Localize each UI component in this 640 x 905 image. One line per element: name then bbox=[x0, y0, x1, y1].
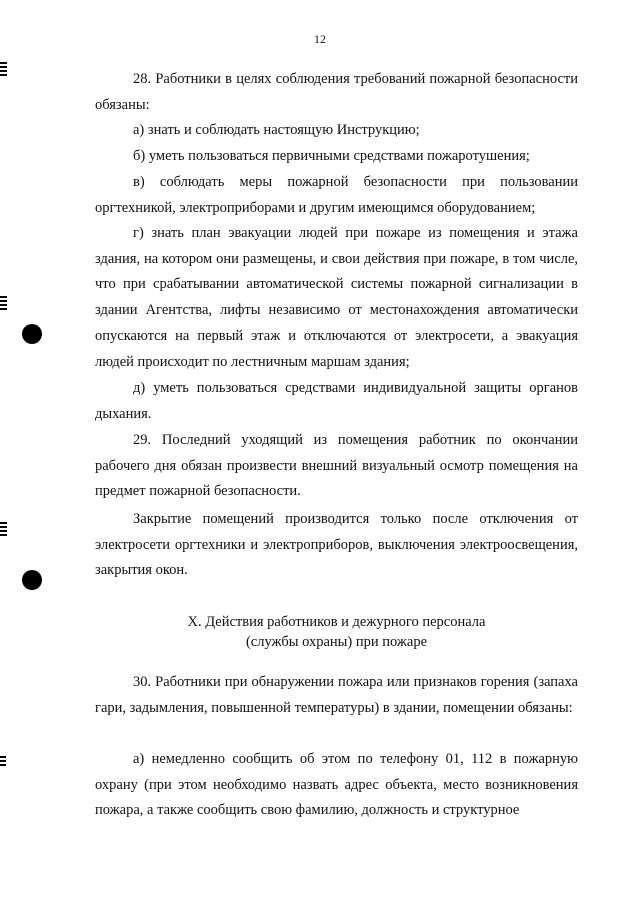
page-number: 12 bbox=[314, 32, 326, 46]
section-heading-line1: X. Действия работников и дежурного персонала bbox=[187, 614, 486, 630]
paragraph-28c: в) соблюдать меры пожарной безопасности при пользовании оргтехникой, электроприборами и другим имеющимся оборудованием; bbox=[95, 174, 578, 216]
paragraph-29: 29. Последний уходящий из помещения работник по окончании рабочего дня обязан произвести внешний визуальный осмотр помещения на предмет пожарной безопасности. bbox=[95, 432, 578, 500]
scan-edge-mark bbox=[0, 522, 7, 536]
paragraph-28b: б) уметь пользоваться первичными средствами пожаротушения; bbox=[133, 148, 530, 164]
paragraph-28: 28. Работники в целях соблюдения требований пожарной безопасности обязаны: bbox=[95, 71, 578, 113]
scan-edge-mark bbox=[0, 756, 6, 766]
paragraph-30a: а) немедленно сообщить об этом по телефону 01, 112 в пожарную охрану (при этом необходимо назвать адрес объекта, место возникновения пожара, а также сообщить свою фамилию, должность и структурное bbox=[95, 751, 578, 819]
paragraph-28a: а) знать и соблюдать настоящую Инструкцию; bbox=[133, 122, 420, 138]
punch-hole bbox=[22, 324, 42, 344]
scan-edge-mark bbox=[0, 62, 7, 76]
paragraph-30: 30. Работники при обнаружении пожара или признаков горения (запаха гари, задымления, повышенной температуры) в здании, помещении обязаны: bbox=[95, 674, 578, 716]
paragraph-28g: г) знать план эвакуации людей при пожаре из помещения и этажа здания, на котором они размещены, и свои действия при пожаре, в том числе, что при срабатывании автоматической системы пожарной сигнализации в здании Агентства, лифты независимо от местонахождения автоматически опускаются на первый этаж и отключаются от электросети, а эвакуация людей происходит по лестничным маршам здания; bbox=[95, 225, 578, 370]
section-heading bbox=[95, 612, 578, 652]
scan-edge-mark bbox=[0, 296, 7, 310]
paragraph-closing-rooms: Закрытие помещений производится только после отключения от электросети оргтехники и электроприборов, выключения электроосвещения, закрытия окон. bbox=[95, 511, 578, 579]
punch-hole bbox=[22, 570, 42, 590]
paragraph-28d: д) уметь пользоваться средствами индивидуальной защиты органов дыхания. bbox=[95, 380, 578, 422]
section-heading-line2: (службы охраны) при пожаре bbox=[245, 634, 428, 650]
